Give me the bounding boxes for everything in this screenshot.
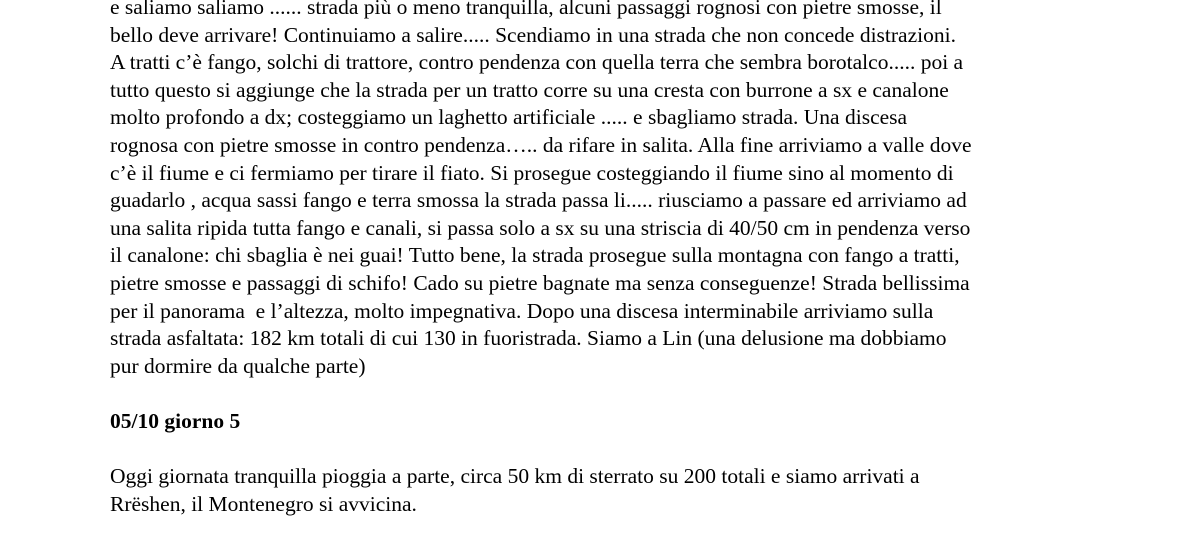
- text-line: il canalone: chi sbaglia è nei guai! Tutto bene, la strada prosegue sulla montagna con fango a tratti,: [110, 243, 960, 268]
- text-line: pur dormire da qualche parte): [110, 353, 366, 378]
- text-line: A tratti c’è fango, solchi di trattore, contro pendenza con quella terra che sembra borotalco..... poi a: [110, 50, 964, 75]
- paragraph-day-5: [110, 463, 1110, 518]
- text-line: per il panorama e l’altezza, molto impegnativa. Dopo una discesa interminabile arriviamo sulla: [110, 298, 934, 323]
- section-heading-day-5: 05/10 giorno 5: [110, 408, 241, 433]
- text-line: e saliamo saliamo ...... strada più o meno tranquilla, alcuni passaggi rognosi con pietre smosse, il: [110, 0, 942, 19]
- text-line: bello deve arrivare! Continuiamo a salire..... Scendiamo in una strada che non concede distrazioni.: [110, 22, 956, 47]
- text-line: pietre smosse e passaggi di schifo! Cado su pietre bagnate ma senza conseguenze! Strada bellissima: [110, 270, 970, 295]
- text-line: guadarlo , acqua sassi fango e terra smossa la strada passa li..... riusciamo a passare ed arriviamo ad: [110, 188, 967, 213]
- text-line: c’è il fiume e ci fermiamo per tirare il fiato. Si prosegue costeggiando il fiume sino al momento di: [110, 160, 954, 185]
- text-line: rognosa con pietre smosse in contro pendenza….. da rifare in salita. Alla fine arriviamo a valle dove: [110, 132, 972, 157]
- paragraph-day-4-continued: [110, 0, 1110, 380]
- text-line: tutto questo si aggiunge che la strada per un tratto corre su una cresta con burrone a sx e canalone: [110, 77, 949, 102]
- text-line: molto profondo a dx; costeggiamo un laghetto artificiale ..... e sbagliamo strada. Una discesa: [110, 105, 908, 130]
- text-line: una salita ripida tutta fango e canali, si passa solo a sx su una striscia di 40/50 cm in pendenza verso: [110, 215, 971, 240]
- document-page: [110, 0, 1110, 518]
- text-line: Rrëshen, il Montenegro si avvicina.: [110, 491, 417, 516]
- text-line: Oggi giornata tranquilla pioggia a parte, circa 50 km di sterrato su 200 totali e siamo arrivati a: [110, 464, 920, 489]
- text-line: strada asfaltata: 182 km totali di cui 130 in fuoristrada. Siamo a Lin (una delusione ma dobbiamo: [110, 326, 947, 351]
